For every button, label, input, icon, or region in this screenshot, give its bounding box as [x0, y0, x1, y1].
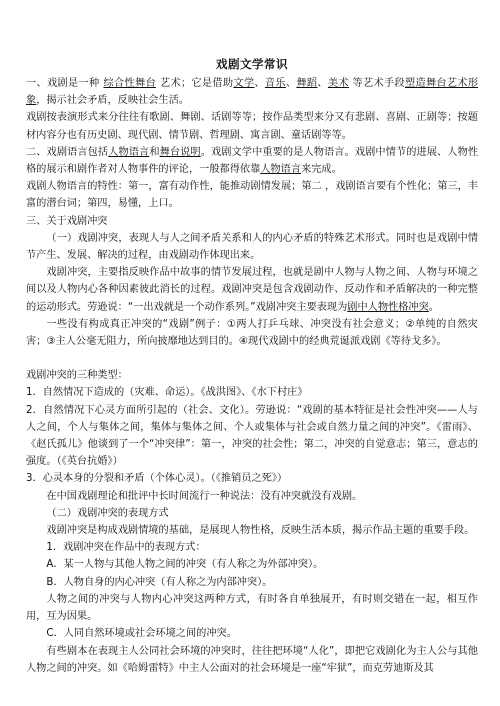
conflict-definition-paragraph: （一）戏剧冲突，表现人与人之间矛盾关系和人的内心矛盾的特殊艺术形式。同时也是戏剧中情节产生、发展、解决的过程，由戏剧动作体现出来。: [26, 232, 478, 262]
conflict-process-paragraph: [26, 264, 478, 316]
conflict-process-text: 戏剧冲突，主要指反映作品中故事的情节发展过程，也就是剧中人物与人物之间、人物与环境之间以及人物内心各种因素彼此消长的过程。戏剧冲突是包含戏剧动作、反动作和矛盾解决的一种完整的运动形式。劳逊说：“一出戏就是一个动作系列。”戏剧冲突主要表现为: [26, 267, 478, 313]
three-types-heading: 戏剧冲突的三种类型：: [26, 370, 128, 382]
separator: 、: [285, 78, 297, 89]
conflict-type-1: 1．自然情况下造成的（灾难、命运）。《战洪图》、《水下村庄》: [26, 387, 308, 399]
section1-paragraph: [26, 75, 478, 109]
term-music: 音乐: [264, 78, 286, 89]
expression-modes-paragraph: 人物之间的冲突与人物内心冲突这两种方式，有时各自单独展开，有时则交错在一起，相互作用，互为因果。: [26, 593, 478, 623]
conflict-foundation-paragraph: 戏剧冲突是构成戏剧情境的基础，是展现人物性格，反映生活本质，揭示作品主题的重要手段。: [46, 525, 475, 537]
section2-text: 和: [149, 146, 160, 158]
term-character-language-2: 人物语言: [260, 164, 302, 176]
expression-mode-c: C．人同自然环境或社会环境之间的冲突。: [46, 628, 237, 640]
term-art: 美术: [327, 78, 349, 89]
section2-lead: 二、戏剧语言包括: [26, 146, 109, 158]
section2-text: 。戏剧文学中重要的是人物语言。戏剧中情节的进展、人物性格的展示和剧作者对人物事件的评论，一般都得依靠: [26, 146, 479, 176]
term-character-language: 人物语言: [108, 146, 150, 158]
separator: 、: [317, 78, 328, 89]
section1-lead: 一、戏剧是一种: [26, 78, 100, 89]
expression-mode-b: B．人物自身的内心冲突（有人称之为内部冲突）。: [46, 576, 273, 588]
term-stage-direction: 舞台说明: [159, 146, 201, 158]
section1-text: 艺术；它是借助: [159, 78, 234, 89]
expression-mode-a: A．某一人物与其他人物之间的冲突（有人称之为外部冲突）。: [46, 559, 324, 571]
expression-modes-heading: 1．戏剧冲突在作品中的表现方式：: [46, 542, 206, 554]
term-stage-image: 塑造舞台艺术形象: [26, 78, 479, 107]
spacer: [26, 350, 478, 367]
theory-paragraph: 在中国戏剧理论和批评中长时间流行一种说法：没有冲突就没有戏剧。: [46, 490, 363, 502]
section2-text: 来完成。: [301, 164, 342, 176]
section1-text: ，揭示社会矛盾，反映社会生活。: [36, 95, 189, 107]
separator: 、: [254, 78, 265, 89]
conflict-type-2: 2．自然情况下心灵方面所引起的（社会、文化）。劳逊说：“戏剧的基本特征是社会性冲突——人与人之间，个人与集体之间，集体与集体之间、个人或集体与社会或自然力量之间的冲突”。《雷雨》、《赵氏孤儿》他谈到了一个“冲突律”：第一，冲突的社会性；第二，冲突的自觉意志；第三，意志的强度。（《英台抗婚》）: [26, 404, 478, 468]
language-features-paragraph: 戏剧人物语言的特性：第一，富有动作性，能推动剧情发展；第二 ，戏剧语言要有个性化；第三，丰富的潜台词；第四，易懂，上口。: [26, 181, 478, 210]
section1-text: 等艺术手段: [352, 78, 405, 89]
term-comprehensive-stage: 综合性舞台: [103, 78, 156, 89]
conflict-process-end: 。: [428, 301, 439, 313]
conflict-type-3: 3．心灵本身的分裂和矛盾（个体心灵）。（《推销员之死》）: [26, 473, 288, 485]
drama-classification-paragraph: 戏剧按表演形式来分往往有歌剧、舞剧、话剧等等；按作品类型来分又有悲剧、喜剧、正剧等；按题材内容分也有历史剧、现代剧、情节剧、哲理剧、寓言剧、童话剧等等。: [26, 112, 478, 141]
non-conflict-examples-paragraph: 一些没有构成真正冲突的“戏剧”例子：①两人打乒乓球、冲突没有社会意义；②单纯的自然灾害；③主人公毫无阻力，所向披靡地达到目的。④现代戏剧中的经典荒诞派戏剧《等待戈多》。: [26, 318, 478, 348]
document-title: 戏剧文学常识: [216, 57, 288, 71]
section3-2-heading: （二）戏剧冲突的表现方式: [46, 507, 169, 519]
term-character-conflict: 剧中人物性格冲突: [347, 301, 429, 313]
section3-heading: 三、关于戏剧冲突: [26, 215, 108, 227]
term-dance: 舞蹈: [296, 78, 318, 89]
term-literature: 文学: [233, 78, 255, 89]
section2-paragraph: [26, 144, 478, 178]
hamlet-example-paragraph: 有些剧本在表现主人公同社会环境的冲突时，往往把环境“人化”，即把它戏剧化为主人公与其他人物之间的冲突。如《哈姆雷特》中主人公面对的社会环境是一座“牢狱”，而克劳迪斯及其: [26, 645, 478, 674]
